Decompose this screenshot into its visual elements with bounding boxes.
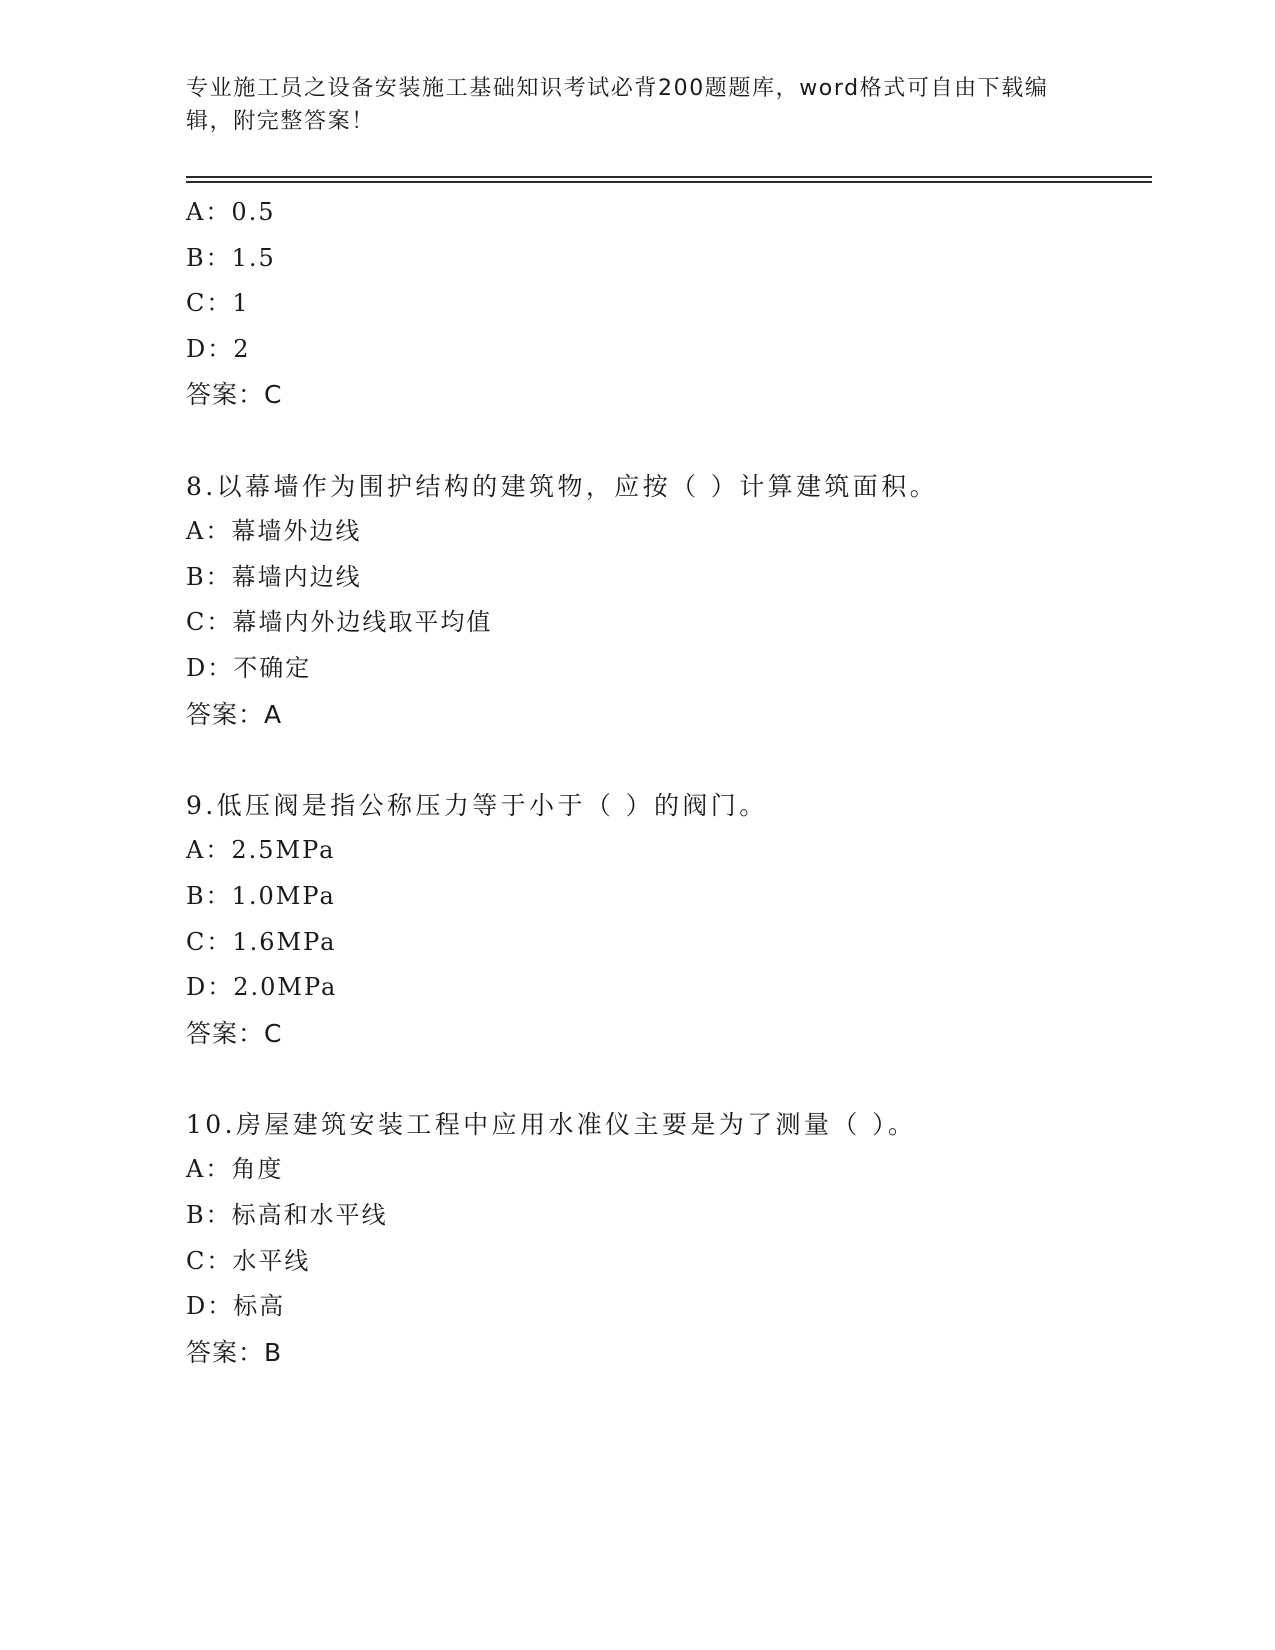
header-divider-top: [186, 176, 1152, 178]
option-c: C：幕墙内外边线取平均值: [186, 608, 493, 637]
option-a: A：0.5: [186, 198, 276, 226]
option-b: B：1.0MPa: [186, 881, 336, 910]
option-c: C：1: [186, 289, 250, 318]
option-b: B：标高和水平线: [186, 1201, 388, 1230]
spacer: [186, 1056, 1146, 1102]
header-divider-bottom: [186, 181, 1152, 183]
option-a: A：幕墙外边线: [186, 517, 362, 546]
option-a: A：2.5MPa: [186, 836, 336, 865]
option-d: D：2: [186, 334, 251, 363]
option-d: D：2.0MPa: [186, 973, 338, 1002]
question-block: [186, 464, 1146, 738]
spacer: [186, 737, 1146, 783]
answer-line: 答案：C: [186, 1018, 283, 1048]
question-text: 10.房屋建筑安装工程中应用水准仪主要是为了测量（ ）。: [186, 1109, 917, 1139]
spacer: [186, 418, 1146, 464]
question-text: 8.以幕墙作为围护结构的建筑物，应按（ ）计算建筑面积。: [186, 471, 939, 501]
question-text: 9.低压阀是指公称压力等于小于（ ）的阀门。: [186, 790, 768, 820]
option-c: C：水平线: [186, 1246, 311, 1275]
answer-line: 答案：A: [186, 699, 283, 729]
option-d: D：标高: [186, 1292, 286, 1321]
answer-line: 答案：B: [186, 1337, 283, 1367]
option-a: A：角度: [186, 1155, 284, 1184]
question-list: [186, 190, 1146, 1375]
option-b: B：1.5: [186, 243, 276, 272]
option-b: B：幕墙内边线: [186, 562, 362, 591]
answer-line: 答案：C: [186, 380, 283, 410]
option-c: C：1.6MPa: [186, 927, 337, 956]
question-block: [186, 1102, 1146, 1376]
option-d: D：不确定: [186, 653, 312, 682]
question-block-partial: [186, 190, 1146, 418]
page-header: 专业施工员之设备安装施工基础知识考试必背200题题库，word格式可自由下载编辑，附完整答案！: [186, 76, 1049, 134]
question-block: [186, 783, 1146, 1057]
